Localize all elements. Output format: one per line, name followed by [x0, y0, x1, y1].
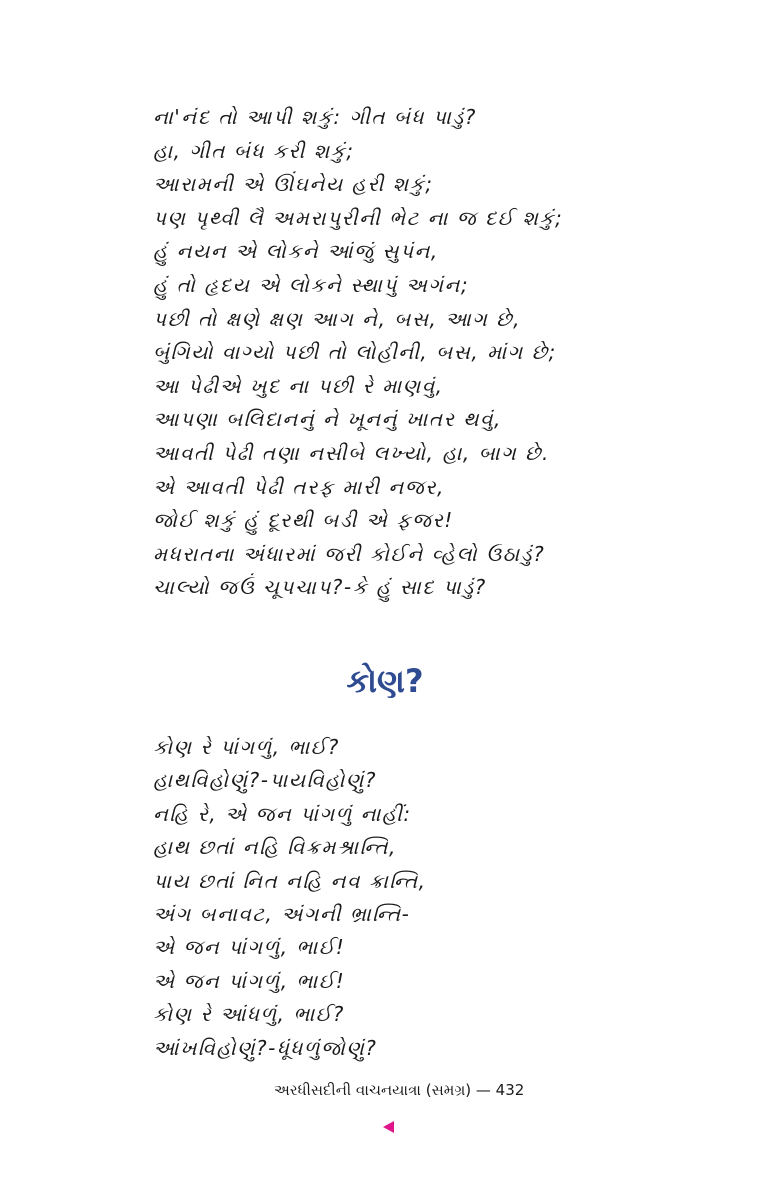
- poem-line: એ જન પાંગળું, ભાઈ!: [153, 935, 346, 960]
- poem-line: હા, ગીત બંધ કરી શકું;: [153, 138, 355, 163]
- poem-line: આંખવિહોણું?-ધૂંધળુંજોણું?: [153, 1035, 378, 1060]
- page-footer: અરધીસદીની વાચનયાત્રા (સમગ્ર) — 432: [274, 1081, 525, 1099]
- poem-stanza-2: [153, 731, 427, 1065]
- poem-line: પાય છતાં નિત નહિ નવ ક્રાન્તિ,: [153, 868, 427, 893]
- poem-line: આવતી પેઢી તણા નસીબે લખ્યો, હા, બાગ છે.: [153, 440, 550, 465]
- poem-line: પછી તો ક્ષણે ક્ષણ આગ ને, બસ, આગ છે,: [153, 306, 521, 331]
- poem-line: પણ પૃથ્વી લૈ અમરાપુરીની ભેટ ના જ દઈ શકું;: [153, 205, 564, 230]
- poem-line: અંગ બનાવટ, અંગની ભ્રાન્તિ-: [153, 901, 411, 926]
- poem-line: આપણા બલિદાનનું ને ખૂનનું ખાતર થવું,: [153, 407, 502, 432]
- poem-line: હું નયન એ લોકને આંજું સુપંન,: [153, 239, 439, 264]
- poem-title: કોણ?: [346, 662, 424, 700]
- poem-line: હાથવિહોણું?-પાયવિહોણું?: [153, 768, 377, 793]
- poem-line: બુંગિયો વાગ્યો પછી તો લોહીની, બસ, માંગ છે;: [153, 340, 557, 365]
- poem-stanza-1: [153, 101, 563, 605]
- poem-line: એ જન પાંગળું, ભાઈ!: [153, 968, 346, 993]
- poem-line: મધરાતના અંધારમાં જરી કોઈને વ્હેલો ઉઠાડું?: [153, 541, 546, 566]
- poem-line: જોઈ શકું હું દૂરથી બડી એ ફજર!: [153, 508, 454, 533]
- poem-line: એ આવતી પેઢી તરફ મારી નજર,: [153, 474, 445, 499]
- poem-line: કોણ રે આંધળું, ભાઈ?: [153, 1002, 345, 1027]
- poem-line: નહિ રે, એ જન પાંગળું નાહીં:: [153, 801, 412, 826]
- previous-page-arrow-icon[interactable]: [383, 1121, 394, 1133]
- poem-line: આરામની એ ઊંઘનેય હરી શકું;: [153, 172, 434, 197]
- poem-line: કોણ રે પાંગળું, ભાઈ?: [153, 735, 340, 759]
- poem-line: હાથ છતાં નહિ વિક્રમશ્રાન્તિ,: [153, 835, 397, 860]
- poem-line: ના'નંદ તો આપી શકું: ગીત બંધ પાડું?: [153, 105, 477, 129]
- poem-line: આ પેઢીએ ખુદ ના પછી રે માણવું,: [153, 373, 444, 398]
- poem-line: હું તો હૃદય એ લોકને સ્થાપું અગંન;: [153, 272, 470, 297]
- poem-line: ચાલ્યો જઉં ચૂપચાપ?-કે હું સાદ પાડું?: [153, 575, 487, 600]
